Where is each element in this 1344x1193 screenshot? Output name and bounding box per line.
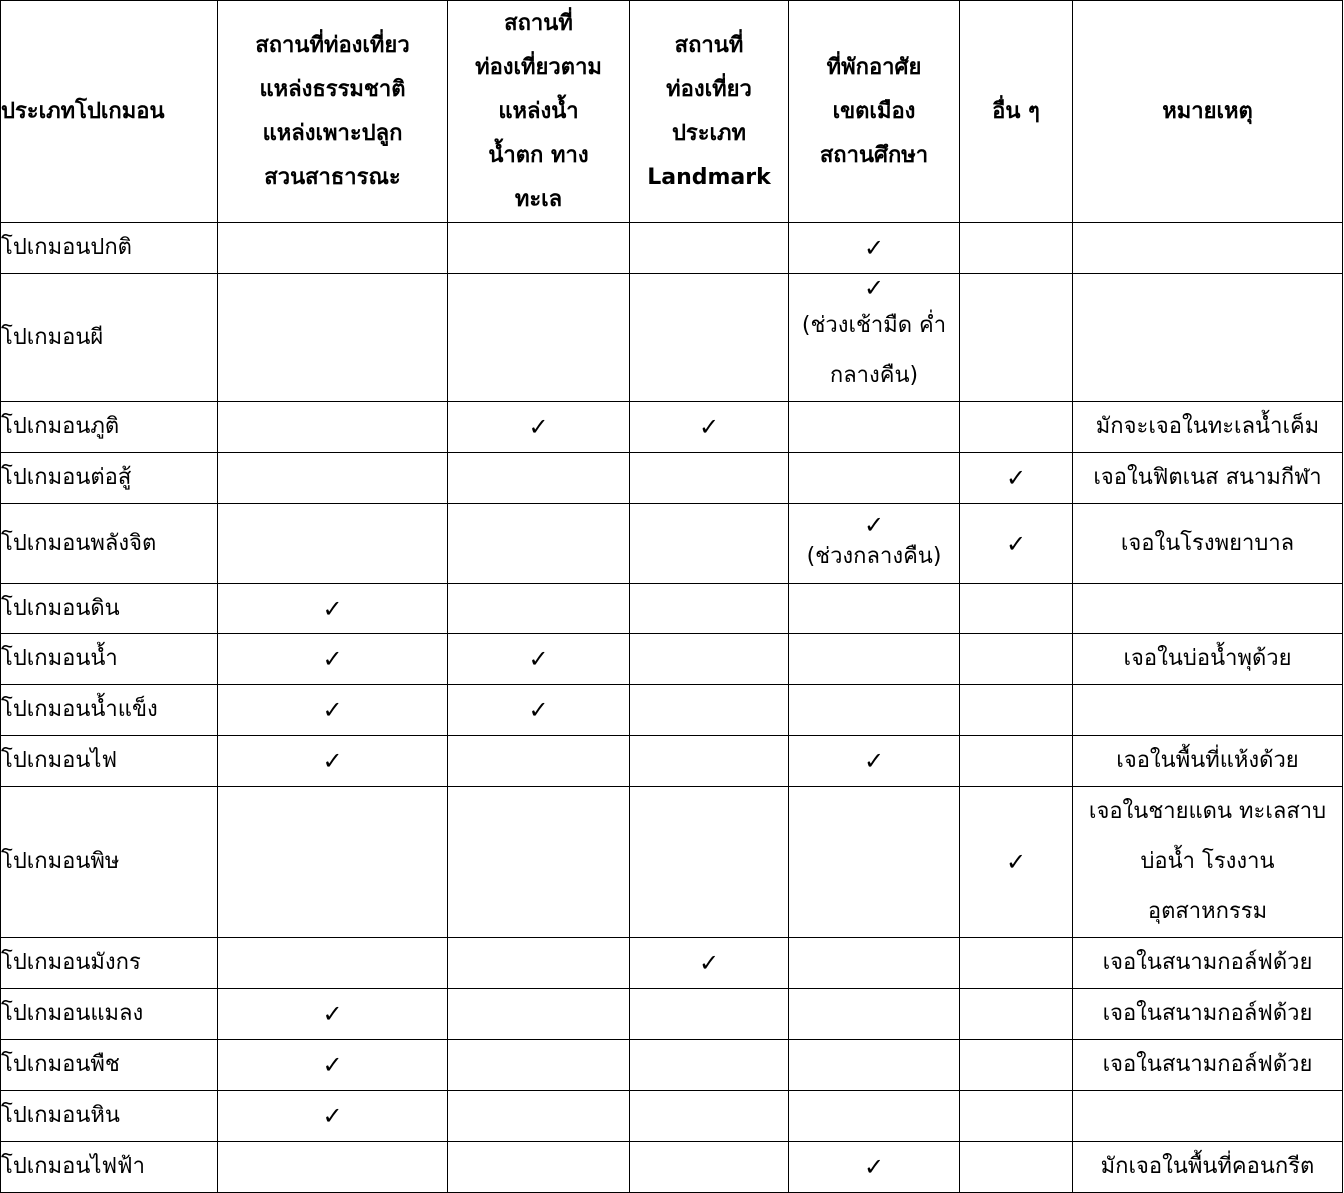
check-icon: ✓ [528,696,549,724]
nature-cell [218,685,448,736]
residential-cell [789,989,960,1040]
table-row [1,1142,1343,1193]
other-cell [960,989,1073,1040]
landmark-cell [630,223,789,274]
residential-cell [789,1142,960,1193]
nature-cell [218,1040,448,1091]
nature-cell [218,274,448,402]
remark-cell [1073,685,1343,736]
nature-cell [218,402,448,453]
landmark-cell [630,584,789,634]
table-row [1,223,1343,274]
landmark-cell [630,938,789,989]
check-icon: ✓ [528,413,549,441]
remark-cell: เจอในสนามกอล์ฟด้วย [1073,989,1343,1040]
residential-time-note: (ช่วงกลางคืน) [806,543,942,569]
landmark-cell [630,736,789,787]
header-row [1,1,1343,223]
pokemon-type-cell: โปเกมอนต่อสู้ [1,453,218,504]
water-cell [448,736,630,787]
residential-cell [789,453,960,504]
check-icon: ✓ [1005,848,1027,876]
water-cell [448,634,630,685]
landmark-cell [630,634,789,685]
check-icon: ✓ [698,413,720,441]
nature-cell [218,787,448,938]
other-cell [960,402,1073,453]
table-row [1,938,1343,989]
water-cell [448,223,630,274]
landmark-cell [630,402,789,453]
header-water-places: สถานที่ ท่องเที่ยวตาม แหล่งน้ำ น้ำตก ทาง ทะเล [448,1,630,223]
landmark-cell [630,989,789,1040]
pokemon-type-cell: โปเกมอนหิน [1,1091,218,1142]
residential-cell [789,736,960,787]
header-remarks: หมายเหตุ [1073,1,1343,223]
pokemon-type-cell: โปเกมอนไฟฟ้า [1,1142,218,1193]
nature-cell [218,453,448,504]
water-cell [448,274,630,402]
table-row [1,787,1343,938]
pokemon-type-cell: โปเกมอนแมลง [1,989,218,1040]
water-cell [448,1091,630,1142]
residential-cell [789,402,960,453]
nature-cell [218,1091,448,1142]
check-icon: ✓ [863,273,885,302]
table-row [1,504,1343,584]
landmark-cell [630,1040,789,1091]
other-cell [960,1091,1073,1142]
remark-cell [1073,274,1343,402]
nature-cell [218,736,448,787]
pokemon-type-cell: โปเกมอนพืช [1,1040,218,1091]
table-row [1,1040,1343,1091]
water-cell [448,453,630,504]
remark-cell: เจอในสนามกอล์ฟด้วย [1073,1040,1343,1091]
nature-cell [218,1142,448,1193]
water-cell [448,989,630,1040]
landmark-cell [630,504,789,584]
check-icon: ✓ [863,747,885,775]
remark-cell [1073,1091,1343,1142]
landmark-cell [630,1142,789,1193]
landmark-cell [630,787,789,938]
water-cell [448,504,630,584]
check-icon: ✓ [863,1153,885,1181]
header-pokemon-type: ประเภทโปเกมอน [1,1,218,223]
landmark-cell [630,1091,789,1142]
other-cell [960,787,1073,938]
table-row [1,989,1343,1040]
landmark-cell [630,453,789,504]
other-cell [960,685,1073,736]
other-cell [960,634,1073,685]
nature-cell [218,634,448,685]
other-cell [960,223,1073,274]
pokemon-type-cell: โปเกมอนดิน [1,584,218,634]
other-cell [960,938,1073,989]
remark-cell: มักจะเจอในทะเลน้ำเค็ม [1073,402,1343,453]
table-row [1,634,1343,685]
check-icon: ✓ [322,747,343,775]
check-icon: ✓ [322,1000,343,1028]
water-cell [448,787,630,938]
residential-cell [789,274,960,402]
pokemon-type-cell: โปเกมอนไฟ [1,736,218,787]
water-cell [448,685,630,736]
check-icon: ✓ [1005,529,1027,558]
residential-cell [789,504,960,584]
check-icon: ✓ [528,645,549,673]
remark-cell: เจอในฟิตเนส สนามกีฬา [1073,453,1343,504]
check-icon: ✓ [863,234,885,262]
nature-cell [218,938,448,989]
check-icon: ✓ [322,696,343,724]
table-row [1,402,1343,453]
pokemon-type-cell: โปเกมอนพลังจิต [1,504,218,584]
nature-cell [218,504,448,584]
remark-cell: เจอในโรงพยาบาล [1073,504,1343,584]
water-cell [448,402,630,453]
other-cell [960,584,1073,634]
check-icon: ✓ [322,1051,343,1079]
pokemon-type-cell: โปเกมอนผี [1,274,218,402]
other-cell [960,1142,1073,1193]
header-nature-places: สถานที่ท่องเที่ยว แหล่งธรรมชาติ แหล่งเพาะปลูก สวนสาธารณะ [218,1,448,223]
residential-cell [789,1040,960,1091]
pokemon-type-cell: โปเกมอนภูติ [1,402,218,453]
check-icon: ✓ [322,645,343,673]
check-icon: ✓ [322,594,343,623]
residential-cell [789,634,960,685]
pokemon-type-cell: โปเกมอนปกติ [1,223,218,274]
check-icon: ✓ [698,949,720,977]
water-cell [448,584,630,634]
pokemon-type-cell: โปเกมอนน้ำ [1,634,218,685]
water-cell [448,938,630,989]
nature-cell [218,223,448,274]
residential-cell [789,787,960,938]
remark-cell: เจอในสนามกอล์ฟด้วย [1073,938,1343,989]
pokemon-type-cell: โปเกมอนพิษ [1,787,218,938]
other-cell [960,274,1073,402]
landmark-cell [630,274,789,402]
residential-cell [789,223,960,274]
table-row [1,453,1343,504]
nature-cell [218,989,448,1040]
residential-cell [789,685,960,736]
table-row [1,274,1343,402]
header-other-places: อื่น ๆ [960,1,1073,223]
nature-cell [218,584,448,634]
table-row [1,685,1343,736]
remark-cell: มักเจอในพื้นที่คอนกรีต [1073,1142,1343,1193]
header-residential-places: ที่พักอาศัย เขตเมือง สถานศึกษา [789,1,960,223]
header-landmark-places: สถานที่ ท่องเที่ยว ประเภท Landmark [630,1,789,223]
remark-cell: เจอในพื้นที่แห้งด้วย [1073,736,1343,787]
remark-cell [1073,584,1343,634]
other-cell [960,504,1073,584]
table-row [1,1091,1343,1142]
other-cell [960,453,1073,504]
table-row [1,584,1343,634]
check-icon: ✓ [1005,464,1027,492]
water-cell [448,1040,630,1091]
other-cell [960,736,1073,787]
check-icon: ✓ [863,510,885,539]
residential-cell [789,584,960,634]
table-row [1,736,1343,787]
water-cell [448,1142,630,1193]
residential-cell [789,938,960,989]
pokemon-type-cell: โปเกมอนน้ำแข็ง [1,685,218,736]
check-icon: ✓ [322,1102,343,1130]
landmark-cell [630,685,789,736]
remark-cell: เจอในบ่อน้ำพุด้วย [1073,634,1343,685]
pokemon-type-cell: โปเกมอนมังกร [1,938,218,989]
remark-cell: เจอในชายแดน ทะเลสาบ บ่อน้ำ โรงงาน อุตสาหกรรม [1073,787,1343,938]
remark-cell [1073,223,1343,274]
residential-cell [789,1091,960,1142]
residential-time-note: (ช่วงเช้ามืด ค่ำ กลางคืน) [801,312,947,388]
other-cell [960,1040,1073,1091]
